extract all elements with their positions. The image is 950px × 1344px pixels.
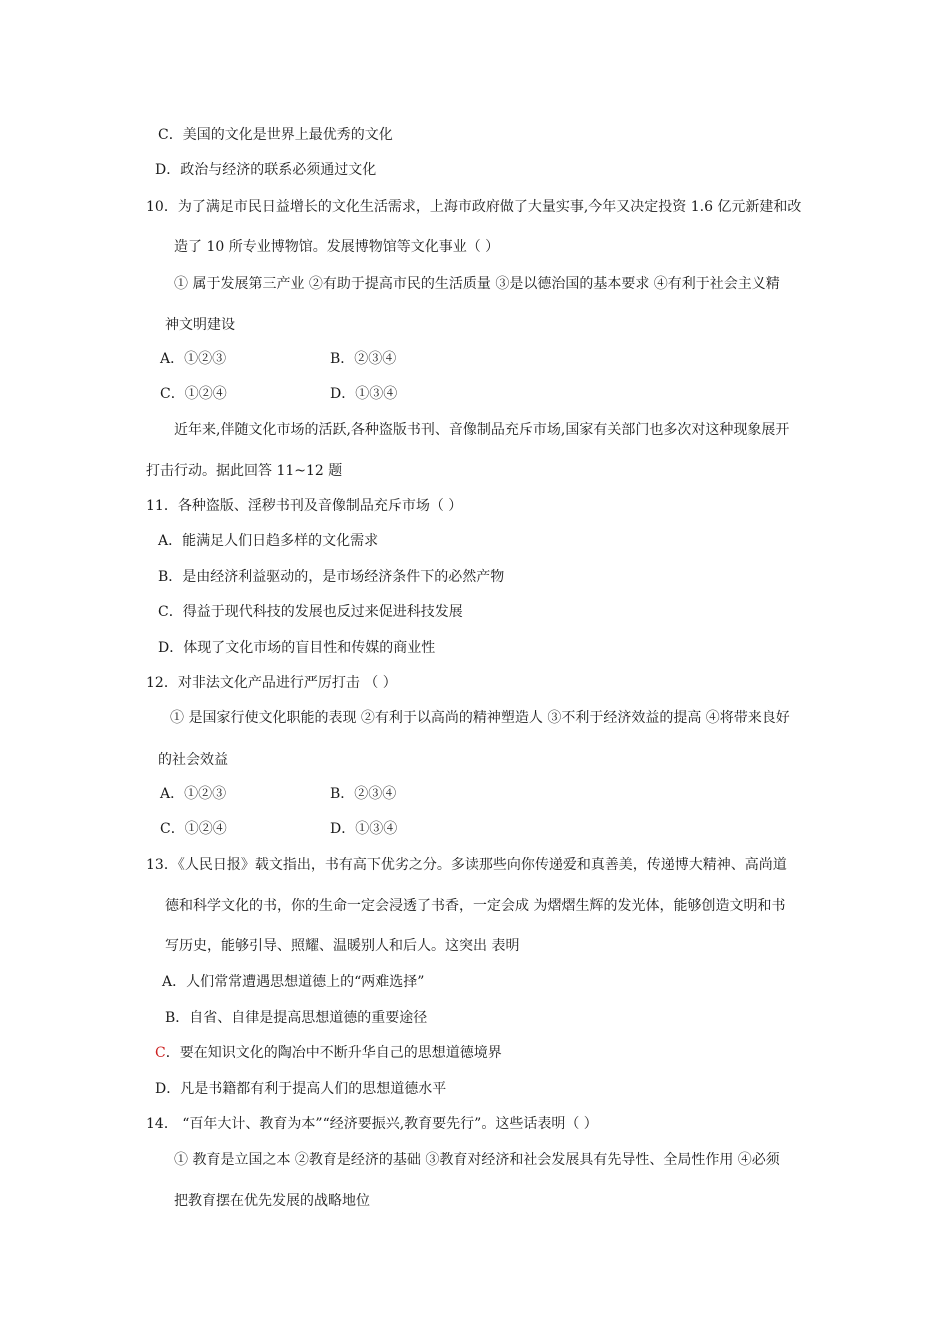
passage-line2: 打击行动。据此回答 11~12 题 bbox=[146, 463, 343, 479]
q13-option-d: D．凡是书籍都有利于提高人们的思想道德水平 bbox=[155, 1081, 447, 1097]
q9-option-c: C．美国的文化是世界上最优秀的文化 bbox=[158, 127, 393, 143]
q13-option-c-label: C bbox=[155, 1045, 166, 1061]
q10-stem-line2: 造了 10 所专业博物馆。发展博物馆等文化事业（ ） bbox=[174, 239, 500, 255]
q12-statements-line1: ① 是国家行使文化职能的表现 ②有利于以高尚的精神塑造人 ③不利于经济效益的提高 ④将带来良好 bbox=[170, 710, 790, 726]
q13-stem-line3: 写历史，能够引导、照耀、温暖别人和后人。这突出 表明 bbox=[165, 938, 520, 954]
q10-stem-line1: 10．为了满足市民日益增长的文化生活需求，上海市政府做了大量实事,今年又决定投资 1.6 亿元新建和改 bbox=[146, 199, 802, 215]
q14-statements-line2: 把教育摆在优先发展的战略地位 bbox=[174, 1193, 370, 1209]
q13-option-a: A．人们常常遭遇思想道德上的“两难选择” bbox=[162, 974, 425, 990]
q11-option-c: C．得益于现代科技的发展也反过来促进科技发展 bbox=[158, 604, 463, 620]
q11-option-d: D．体现了文化市场的盲目性和传媒的商业性 bbox=[158, 640, 436, 656]
q13-option-c bbox=[155, 1043, 502, 1063]
q10-option-a: A．①②③ bbox=[160, 351, 227, 367]
q10-statements-line2: 神文明建设 bbox=[165, 317, 235, 333]
passage-line1: 近年来,伴随文化市场的活跃,各种盗版书刊、音像制品充斥市场,国家有关部门也多次对这种现象展开 bbox=[174, 422, 790, 438]
q10-option-d: D．①③④ bbox=[330, 386, 398, 402]
q12-stem: 12．对非法文化产品进行严厉打击 （ ） bbox=[146, 675, 397, 691]
q12-option-b: B．②③④ bbox=[330, 786, 397, 802]
q11-stem: 11．各种盗版、淫秽书刊及音像制品充斥市场（ ） bbox=[146, 498, 463, 514]
q12-statements-line2: 的社会效益 bbox=[158, 752, 228, 768]
q13-option-c-text: ．要在知识文化的陶冶中不断升华自己的思想道德境界 bbox=[165, 1045, 502, 1061]
q11-option-a: A．能满足人们日趋多样的文化需求 bbox=[158, 533, 379, 549]
q13-stem-line2: 德和科学文化的书，你的生命一定会浸透了书香，一定会成 为熠熠生辉的发光体，能够创造文明和书 bbox=[165, 898, 786, 914]
q11-option-b: B．是由经济利益驱动的，是市场经济条件下的必然产物 bbox=[158, 569, 505, 585]
q13-option-b: B．自省、自律是提高思想道德的重要途径 bbox=[165, 1010, 428, 1026]
q12-option-a: A．①②③ bbox=[160, 786, 227, 802]
q10-option-b: B．②③④ bbox=[330, 351, 397, 367]
q10-option-c: C．①②④ bbox=[160, 386, 227, 402]
q10-statements-line1: ① 属于发展第三产业 ②有助于提高市民的生活质量 ③是以德治国的基本要求 ④有利于社会主义精 bbox=[174, 276, 780, 292]
q13-stem-line1: 13．《人民日报》载文指出，书有高下优劣之分。多读那些向你传递爱和真善美，传递博大精神、高尚道 bbox=[146, 857, 787, 873]
q14-stem: 14． “百年大计、教育为本”“经济要振兴,教育要先行”。这些话表明（ ） bbox=[146, 1116, 598, 1132]
q9-option-d: D．政治与经济的联系必须通过文化 bbox=[155, 162, 377, 178]
q14-statements-line1: ① 教育是立国之本 ②教育是经济的基础 ③教育对经济和社会发展具有先导性、全局性作用 ④必须 bbox=[174, 1152, 780, 1168]
q12-option-c: C．①②④ bbox=[160, 821, 227, 837]
q12-option-d: D．①③④ bbox=[330, 821, 398, 837]
